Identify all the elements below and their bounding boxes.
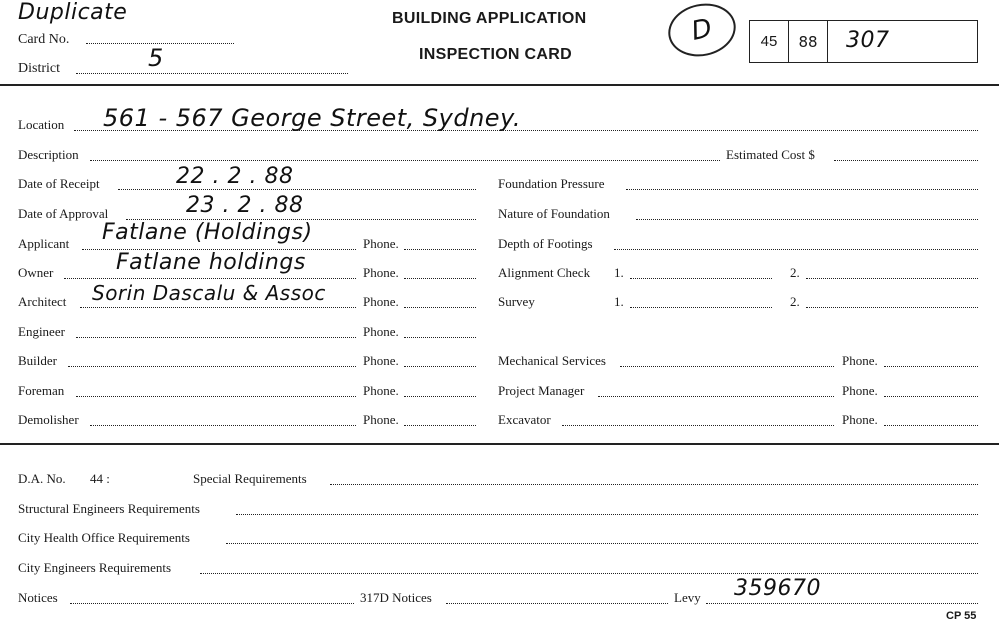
form-title-line2: INSPECTION CARD [419, 46, 572, 63]
alignment-item-1-line [630, 278, 772, 279]
excavator-phone-line [884, 425, 978, 426]
mechanical-line [620, 366, 834, 367]
district-value: 5 [148, 44, 164, 72]
notices-317d-label: 317D Notices [360, 590, 432, 605]
demolisher-label: Demolisher [18, 412, 79, 427]
date-receipt-value: 22 . 2 . 88 [176, 164, 294, 189]
special-req-label: Special Requirements [193, 471, 307, 486]
foundation-pressure-line [626, 189, 978, 190]
applicant-value: Fatlane (Holdings) [102, 220, 313, 245]
mechanical-phone-label: Phone. [842, 353, 878, 368]
card-no-label: Card No. [18, 32, 70, 47]
demolisher-phone-label: Phone. [363, 412, 399, 427]
demolisher-phone-line [404, 425, 476, 426]
notices-label: Notices [18, 590, 58, 605]
survey-label: Survey [498, 294, 535, 309]
alignment-item-1-label: 1. [614, 265, 624, 280]
form-code: CP 55 [946, 610, 977, 622]
survey-item-2-line [806, 307, 978, 308]
location-label: Location [18, 117, 65, 132]
district-line [76, 73, 348, 74]
excavator-label: Excavator [498, 412, 551, 427]
district-label: District [18, 61, 60, 76]
builder-line [68, 366, 356, 367]
architect-phone-line [404, 307, 476, 308]
owner-label: Owner [18, 265, 54, 280]
notices-line [70, 603, 354, 604]
architect-value: Sorin Dascalu & Assoc [92, 281, 326, 305]
nature-foundation-line [636, 219, 978, 220]
date-approval-value: 23 . 2 . 88 [186, 193, 304, 218]
health-line [226, 543, 978, 544]
da-no-value: 44 : [90, 471, 110, 486]
owner-value: Fatlane holdings [116, 250, 306, 275]
da-no-label: D.A. No. [18, 471, 66, 486]
levy-label: Levy [674, 590, 701, 605]
foreman-phone-label: Phone. [363, 383, 399, 398]
architect-phone-label: Phone. [363, 294, 399, 309]
nature-foundation-label: Nature of Foundation [498, 206, 610, 221]
project-manager-label: Project Manager [498, 383, 585, 398]
estimated-cost-label: Estimated Cost $ [726, 147, 815, 162]
mechanical-phone-line [884, 366, 978, 367]
health-label: City Health Office Requirements [18, 530, 190, 545]
builder-phone-line [404, 366, 476, 367]
excavator-line [562, 425, 834, 426]
builder-phone-label: Phone. [363, 353, 399, 368]
demolisher-line [90, 425, 356, 426]
foreman-phone-line [404, 396, 476, 397]
project-manager-phone-line [884, 396, 978, 397]
city-engineers-line [200, 573, 978, 574]
architect-label: Architect [18, 294, 67, 309]
date-approval-label: Date of Approval [18, 206, 109, 221]
survey-item-1-line [630, 307, 772, 308]
builder-label: Builder [18, 353, 57, 368]
special-req-line [330, 484, 978, 485]
survey-item-1-label: 1. [614, 294, 624, 309]
mechanical-label: Mechanical Services [498, 353, 606, 368]
architect-line [80, 307, 356, 308]
city-engineers-label: City Engineers Requirements [18, 560, 172, 575]
description-line [90, 160, 720, 161]
alignment-check-label: Alignment Check [498, 265, 591, 280]
description-label: Description [18, 147, 79, 162]
structural-label: Structural Engineers Requirements [18, 501, 200, 516]
alignment-item-2-line [806, 278, 978, 279]
excavator-phone-label: Phone. [842, 412, 878, 427]
levy-line [706, 603, 978, 604]
notices-317d-line [446, 603, 668, 604]
circled-mark [663, 0, 740, 63]
survey-item-2-label: 2. [790, 294, 800, 309]
circled-mark-letter: D [688, 13, 716, 47]
header-divider [0, 84, 999, 86]
project-manager-phone-label: Phone. [842, 383, 878, 398]
foundation-pressure-label: Foundation Pressure [498, 176, 605, 191]
project-manager-line [598, 396, 834, 397]
engineer-line [76, 337, 356, 338]
applicant-phone-label: Phone. [363, 236, 399, 251]
alignment-item-2-label: 2. [790, 265, 800, 280]
applicant-phone-line [404, 249, 476, 250]
date-receipt-line [118, 189, 476, 190]
engineer-phone-label: Phone. [363, 324, 399, 339]
estimated-cost-line [834, 160, 978, 161]
footer-divider [0, 443, 999, 445]
duplicate-handwritten: Duplicate [18, 0, 128, 25]
form-title-line1: BUILDING APPLICATION [392, 10, 587, 27]
owner-phone-line [404, 278, 476, 279]
structural-line [236, 514, 978, 515]
depth-footings-label: Depth of Footings [498, 236, 593, 251]
applicant-label: Applicant [18, 236, 70, 251]
card-number-cell-1: 45 [750, 20, 789, 63]
date-receipt-label: Date of Receipt [18, 176, 100, 191]
engineer-label: Engineer [18, 324, 65, 339]
foreman-label: Foreman [18, 383, 65, 398]
location-value: 561 - 567 George Street, Sydney. [103, 104, 522, 132]
owner-phone-label: Phone. [363, 265, 399, 280]
card-number-cell-2: 88 [789, 20, 828, 63]
foreman-line [76, 396, 356, 397]
levy-value: 359670 [734, 576, 821, 601]
depth-footings-line [614, 249, 978, 250]
engineer-phone-line [404, 337, 476, 338]
owner-line [64, 278, 356, 279]
card-number-cell-3: 307 [846, 28, 890, 53]
